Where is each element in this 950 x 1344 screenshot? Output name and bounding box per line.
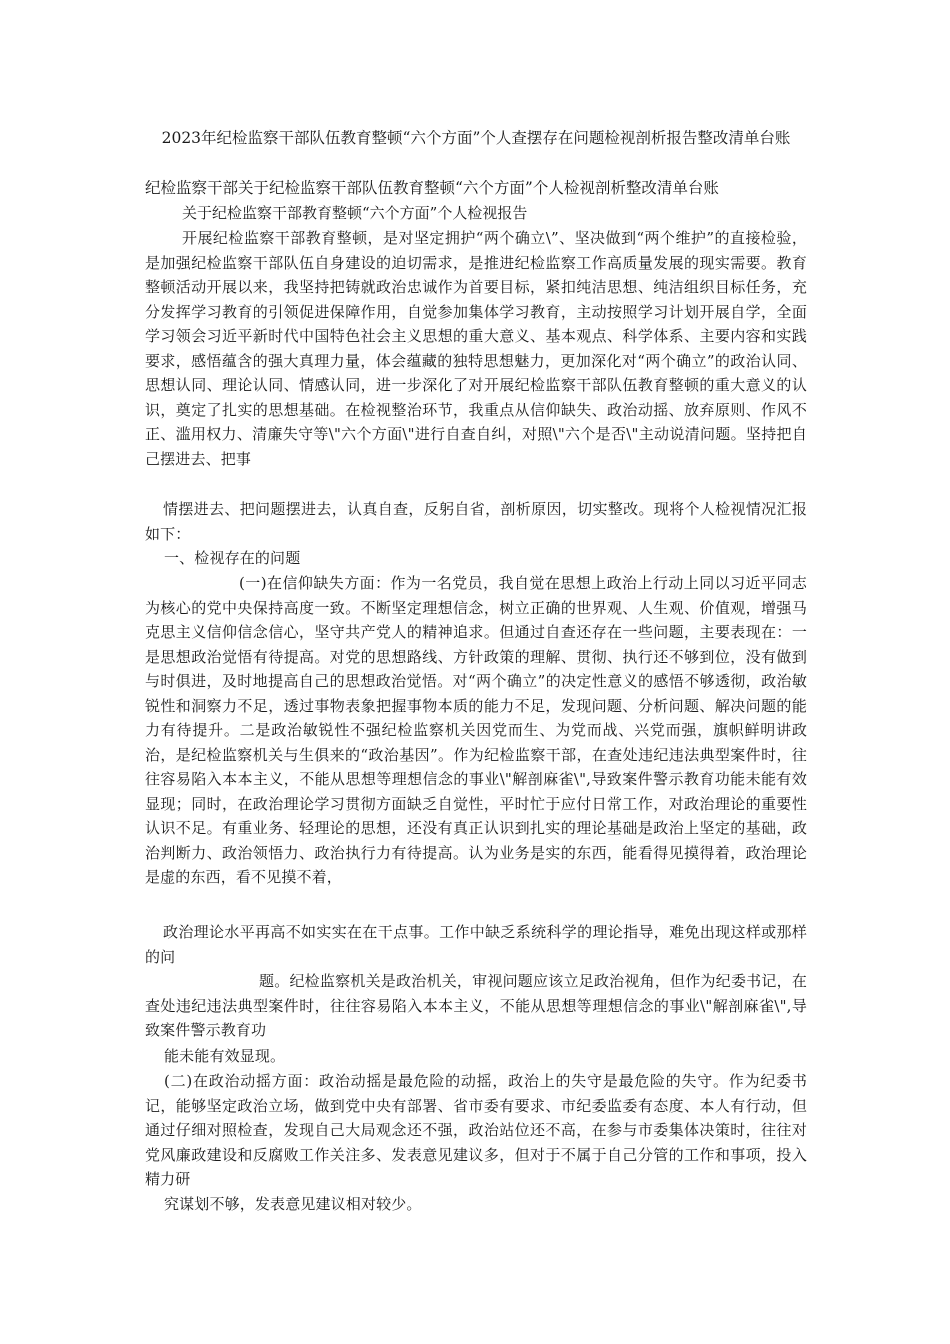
report-heading: 关于纪检监察干部教育整顿“六个方面”个人检视报告 xyxy=(182,204,528,222)
document-title: 2023年纪检监察干部队伍教育整顿“六个方面”个人查摆存在问题检视剖析报告整改清单台账 xyxy=(161,129,791,147)
political-continuation: 究谋划不够，发表意见建议相对较少。 xyxy=(164,1195,422,1213)
section-heading: 一、检视存在的问题 xyxy=(164,549,301,567)
intro-continuation: 情摆进去、把问题摆进去，认真自查，反躬自省，剖析原因，切实整改。现将个人检视情况汇报如下： xyxy=(145,500,807,543)
review-continuation: 能未能有效显现。 xyxy=(164,1047,286,1065)
theory-paragraph: 政治理论水平再高不如实实在在干点事。工作中缺乏系统科学的理论指导，难免出现这样或那样的问 xyxy=(145,923,807,966)
political-section-paragraph: (二)在政治动摇方面：政治动摇是最危险的动摇，政治上的失守是最危险的失守。作为纪委书记，能够坚定政治立场，做到党中央有部署、省市委有要求、市纪委监委有态度、本人有行动，但通过仔细对照检查，发现自己大局观念还不强，政治站位还不高，在参与市委集体决策时，往往对党风廉政建设和反腐败工作关注多、发表意见建议多，但对于不属于自己分管的工作和事项，投入精力研 xyxy=(145,1072,807,1188)
review-paragraph: 题。纪检监察机关是政治机关，审视问题应该立足政治视角，但作为纪委书记，在查处违纪违法典型案件时，往往容易陷入本本主义，不能从思想等理想信念的事业\"解剖麻雀\",导致案件警示教育功 xyxy=(145,972,807,1039)
intro-paragraph: 开展纪检监察干部教育整顿，是对坚定拥护“两个确立\”、坚决做到“两个维护”的直接检验，是加强纪检监察干部队伍自身建设的迫切需求，是推进纪检监察工作高质量发展的现实需要。教育整顿活动开展以来，我坚持把铸就政治忠诚作为首要目标，紧扣纯洁思想、纯洁组织目标任务，充分发挥学习教育的引领促进保障作用，自觉参加集体学习教育，主动按照学习计划开展自学，全面学习领会习近平新时代中国特色社会主义思想的重大意义、基本观点、科学体系、主要内容和实践要求，感悟蕴含的强大真理力量，体会蕴藏的独特思想魅力，更加深化对“两个确立”的政治认同、思想认同、理论认同、情感认同，进一步深化了对开展纪检监察干部队伍教育整顿的重大意义的认识，奠定了扎实的思想基础。在检视整治环节，我重点从信仰缺失、政治动摇、放弃原则、作风不正、滥用权力、清廉失守等\"六个方面\"进行自查自纠，对照\"六个是否\"主动说清问题。坚持把自己摆进去、把事 xyxy=(145,229,807,468)
document-subtitle: 纪检监察干部关于纪检监察干部队伍教育整顿“六个方面”个人检视剖析整改清单台账 xyxy=(145,179,719,197)
belief-section-paragraph: (一)在信仰缺失方面：作为一名党员，我自觉在思想上政治上行动上同以习近平同志为核心的党中央保持高度一致。不断坚定理想信念，树立正确的世界观、人生观、价值观，增强马克思主义信仰信念信心，坚守共产党人的精神追求。但通过自查还存在一些问题，主要表现在：一是思想政治觉悟有待提高。对党的思想路线、方针政策的理解、贯彻、执行还不够到位，没有做到与时俱进，及时地提高自己的思想政治觉悟。对“两个确立”的决定性意义的感悟不够透彻，政治敏锐性和洞察力不足，透过事物表象把握事物本质的能力不足，发现问题、分析问题、解决问题的能力有待提升。二是政治敏锐性不强纪检监察机关因党而生、为党而战、兴党而强，旗帜鲜明讲政治，是纪检监察机关与生俱来的“政治基因”。作为纪检监察干部，在查处违纪违法典型案件时，往往容易陷入本本主义，不能从思想等理想信念的事业\"解剖麻雀\",导致案件警示教育功能未能有效显现；同时，在政治理论学习贯彻方面缺乏自觉性，平时忙于应付日常工作，对政治理论的重要性认识不足。有重业务、轻理论的思想，还没有真正认识到扎实的理论基础是政治上坚定的基础，政治判断力、政治领悟力、政治执行力有待提高。认为业务是实的东西，能看得见摸得着，政治理论是虚的东西，看不见摸不着， xyxy=(145,574,807,886)
